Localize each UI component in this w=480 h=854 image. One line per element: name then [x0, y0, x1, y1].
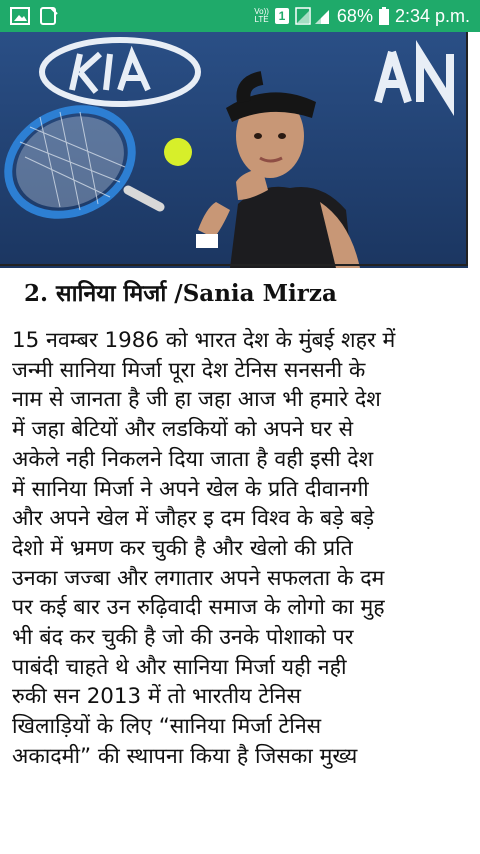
body-line: रुकी सन 2013 में तो भारतीय टेनिस [12, 684, 301, 710]
signal-icon [295, 7, 331, 25]
body-line: पर कई बार उन रुढ़िवादी समाज के लोगो का मुह [12, 595, 385, 621]
page-bottom-whitespace [0, 787, 480, 854]
body-line: खिलाड़ियों के लिए “सानिया मिर्जा टेनिस [12, 714, 322, 740]
clock: 2:34 p.m. [394, 5, 470, 26]
photo-right-border [466, 32, 468, 266]
battery-percent: 68% [336, 5, 373, 26]
body-line: जन्मी सानिया मिर्जा पूरा देश टेनिस सनसनी के [12, 357, 366, 383]
body-line: अकेले नही निकलने दिया जाता है वही इसी देश [12, 446, 374, 472]
body-line: भी बंद कर चुकी है जो की उनके पोशाको पर [12, 625, 354, 651]
tennis-ball [164, 138, 192, 166]
article-heading: 2. सानिया मिर्जा /Sania Mirza [24, 280, 337, 307]
body-line: 15 नवम्बर 1986 को भारत देश के मुंबई शहर में [12, 328, 396, 353]
battery-icon [379, 7, 389, 25]
notification-icon [40, 7, 58, 25]
body-line: अकादमी” की स्थापना किया है जिसका मुख्य [12, 743, 358, 769]
article-photo [0, 32, 468, 268]
gallery-icon [10, 7, 30, 25]
body-line: देशो में भ्रमण कर चुकी है और खेलो की प्रति [12, 535, 353, 561]
body-line: और अपने खेल में जौहर इ दम विश्व के बड़े बड़े [12, 506, 375, 532]
article-body [12, 326, 462, 772]
body-line: उनका जज्बा और लगातार अपने सफलता के दम [12, 565, 385, 591]
body-line: में जहा बेटियों और लडकियों को अपने घर से [12, 417, 354, 443]
status-bar [0, 0, 480, 32]
volte-indicator: Vo)) LTE [254, 7, 269, 24]
photo-bottom-border [0, 264, 468, 266]
body-line: में सानिया मिर्जा ने अपने खेल के प्रति दीवानगी [12, 476, 369, 502]
body-line: नाम से जानता है जी हा जहा आज भी हमारे देश [12, 387, 381, 413]
sim-indicator: 1 [275, 8, 289, 24]
body-line: पाबंदी चाहते थे और सानिया मिर्जा यही नही [12, 654, 347, 680]
